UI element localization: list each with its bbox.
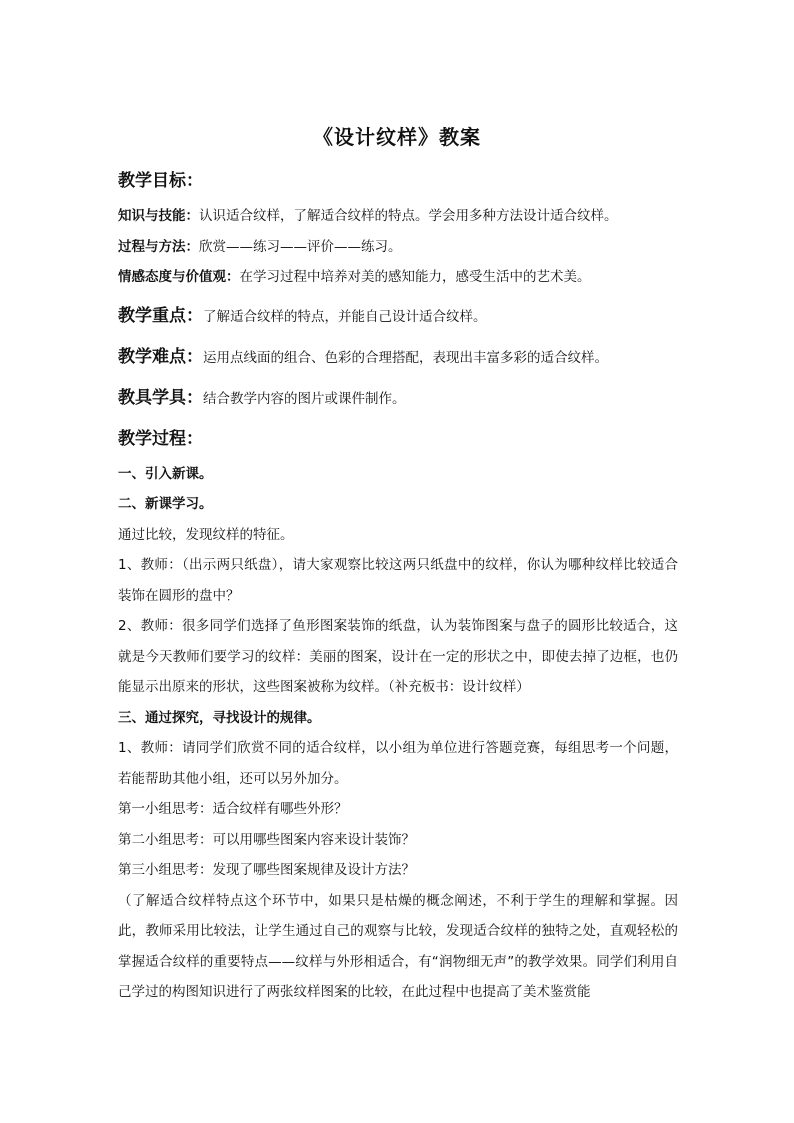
group-3-question: 第三小组思考：发现了哪些图案规律及设计方法？: [118, 862, 415, 878]
objective-process-text: 欣赏——练习——评价——练习。: [199, 238, 402, 255]
paragraph-4: （了解适合纹样特点这个环节中，如果只是枯燥的概念阐述，不利于学生的理解和掌握。因此，教师采用比较法，让学生通过自己的观察与比较，发现适合纹样的独特之处，直观轻松的掌握适合纹样的重要特点——纹样与外形相适合，有“润物细无声”的教学效果。同学们利用自己学过的构图知识进行了两张纹样图案的比较，在此过程中也提高了美术鉴赏能: [118, 892, 678, 1000]
section-2-heading: 二、新课学习。: [118, 496, 213, 512]
group-1-question: 第一小组思考：适合纹样有哪些外形？: [118, 801, 348, 817]
objective-emotion: [118, 262, 678, 293]
objective-process: [118, 232, 678, 263]
tools-heading: 教具学具：: [118, 387, 203, 408]
objectives-heading: 教学目标：: [118, 171, 203, 191]
objective-emotion-label: 情感态度与价值观：: [118, 269, 240, 285]
tools: [118, 381, 678, 416]
difficulty-text: 运用点线面的组合、色彩的合理搭配，表现出丰富多彩的适合纹样。: [203, 349, 608, 366]
paragraph-2: 2、教师：很多同学们选择了鱼形图案装饰的纸盘，认为装饰图案与盘子的圆形比较适合，这就是今天教师们要学习的纹样：美丽的图案，设计在一定的形状之中，即使去掉了边框，也仍能显示出原来的形状，这些图案被称为纹样。（补充板书：设计纹样）: [118, 618, 678, 695]
objective-knowledge-label: 知识与技能：: [118, 208, 199, 224]
section-1-heading: 一、引入新课。: [118, 465, 213, 482]
objective-process-label: 过程与方法：: [118, 238, 199, 255]
paragraph-3: 1、教师：请同学们欣赏不同的适合纹样，以小组为单位进行答题竞赛，每组思考一个问题，若能帮助其他小组，还可以另外加分。: [118, 740, 678, 787]
difficulty-heading: 教学难点：: [118, 346, 203, 367]
document-body: [118, 164, 678, 1008]
document-title: 《设计纹样》教案: [313, 125, 481, 149]
paragraph-compare: 通过比较，发现纹样的特征。: [118, 526, 294, 543]
key-point-text: 了解适合纹样的特点，并能自己设计适合纹样。: [203, 308, 487, 325]
group-2-question: 第二小组思考：可以用哪些图案内容来设计装饰？: [118, 831, 415, 848]
key-point-heading: 教学重点：: [118, 305, 203, 326]
section-3-heading: 三、通过探究，寻找设计的规律。: [118, 709, 321, 726]
tools-text: 结合教学内容的图片或课件制作。: [203, 390, 406, 407]
difficulty: [118, 340, 678, 375]
objective-knowledge-text: 认识适合纹样，了解适合纹样的特点。学会用多种方法设计适合纹样。: [199, 208, 618, 224]
paragraph-1: 1、教师：（出示两只纸盘），请大家观察比较这两只纸盘中的纹样，你认为哪种纹样比较适合装饰在圆形的盘中？: [118, 557, 678, 604]
key-point: [118, 299, 678, 334]
objective-knowledge: [118, 201, 678, 232]
process-heading: 教学过程：: [118, 428, 203, 449]
objective-emotion-text: 在学习过程中培养对美的感知能力，感受生活中的艺术美。: [239, 269, 591, 285]
